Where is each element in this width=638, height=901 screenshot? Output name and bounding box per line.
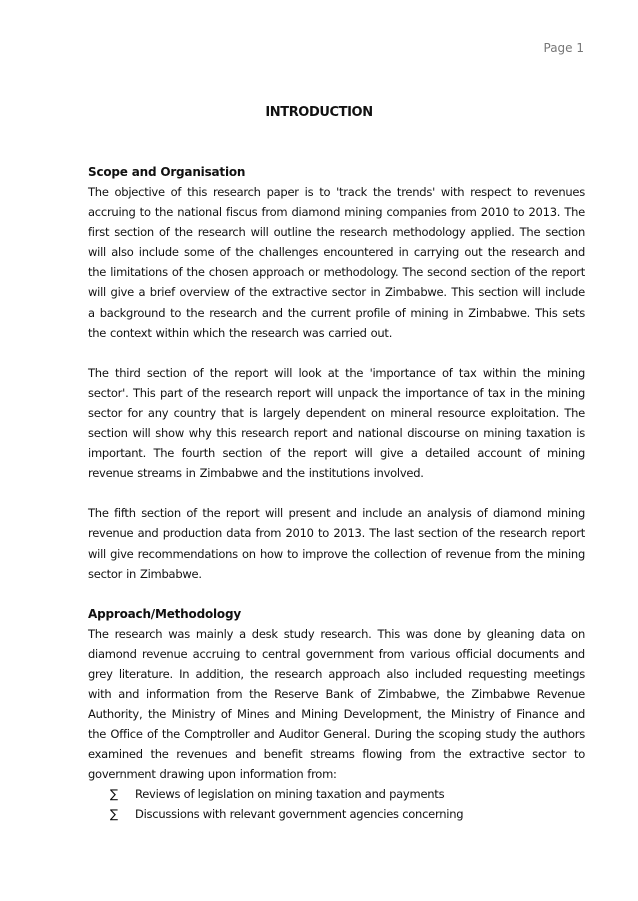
- scope-paragraph-2: The third section of the report will look at the 'importance of tax within the mining sector'. This part of the research report will unpack the importance of tax in the mining sector for any country that is largely dependent on mineral resource exploitation. The section will show why this research report and national discourse on mining taxation is important. The fourth section of the report will give a detailed account of mining revenue streams in Zimbabwe and the institutions involved.: [88, 365, 585, 481]
- list-item: [110, 784, 585, 804]
- list-item: [110, 804, 585, 824]
- approach-heading: Approach/Methodology: [88, 606, 241, 621]
- list-item-text: Reviews of legislation on mining taxation and payments: [135, 787, 445, 802]
- scope-paragraph-3: The fifth section of the report will present and include an analysis of diamond mining revenue and production data from 2010 to 2013. The last section of the research report will give recommendations on how to improve the collection of revenue from the mining sector in Zimbabwe.: [88, 506, 585, 581]
- source-list: [88, 784, 585, 824]
- page-number: Page 1: [543, 41, 584, 55]
- summation-bullet-icon: ∑: [110, 787, 118, 802]
- document-title: INTRODUCTION: [265, 105, 373, 120]
- scope-paragraph-1: The objective of this research paper is to 'track the trends' with respect to revenues accruing to the national fiscus from diamond mining companies from 2010 to 2013. The first section of the research will outline the research methodology applied. The section will also include some of the challenges encountered in carrying out the research and the limitations of the chosen approach or methodology. The second section of the report will give a brief overview of the extractive sector in Zimbabwe. This section will include a background to the research and the current profile of mining in Zimbabwe. This sets the context within which the research was carried out.: [88, 185, 585, 340]
- scope-heading: Scope and Organisation: [88, 165, 246, 179]
- body-content: [88, 162, 585, 824]
- summation-bullet-icon: ∑: [110, 807, 118, 822]
- list-item-text: Discussions with relevant government agencies concerning: [135, 807, 464, 822]
- approach-paragraph: The research was mainly a desk study research. This was done by gleaning data on diamond revenue accruing to central government from various official documents and grey literature. In addition, the research approach also included requesting meetings with and information from the Reserve Bank of Zimbabwe, the Zimbabwe Revenue Authority, the Ministry of Mines and Mining Development, the Ministry of Finance and the Office of the Comptroller and Auditor General. During the scoping study the authors examined the revenues and benefit streams flowing from the extractive sector to government drawing upon information from:: [88, 626, 585, 782]
